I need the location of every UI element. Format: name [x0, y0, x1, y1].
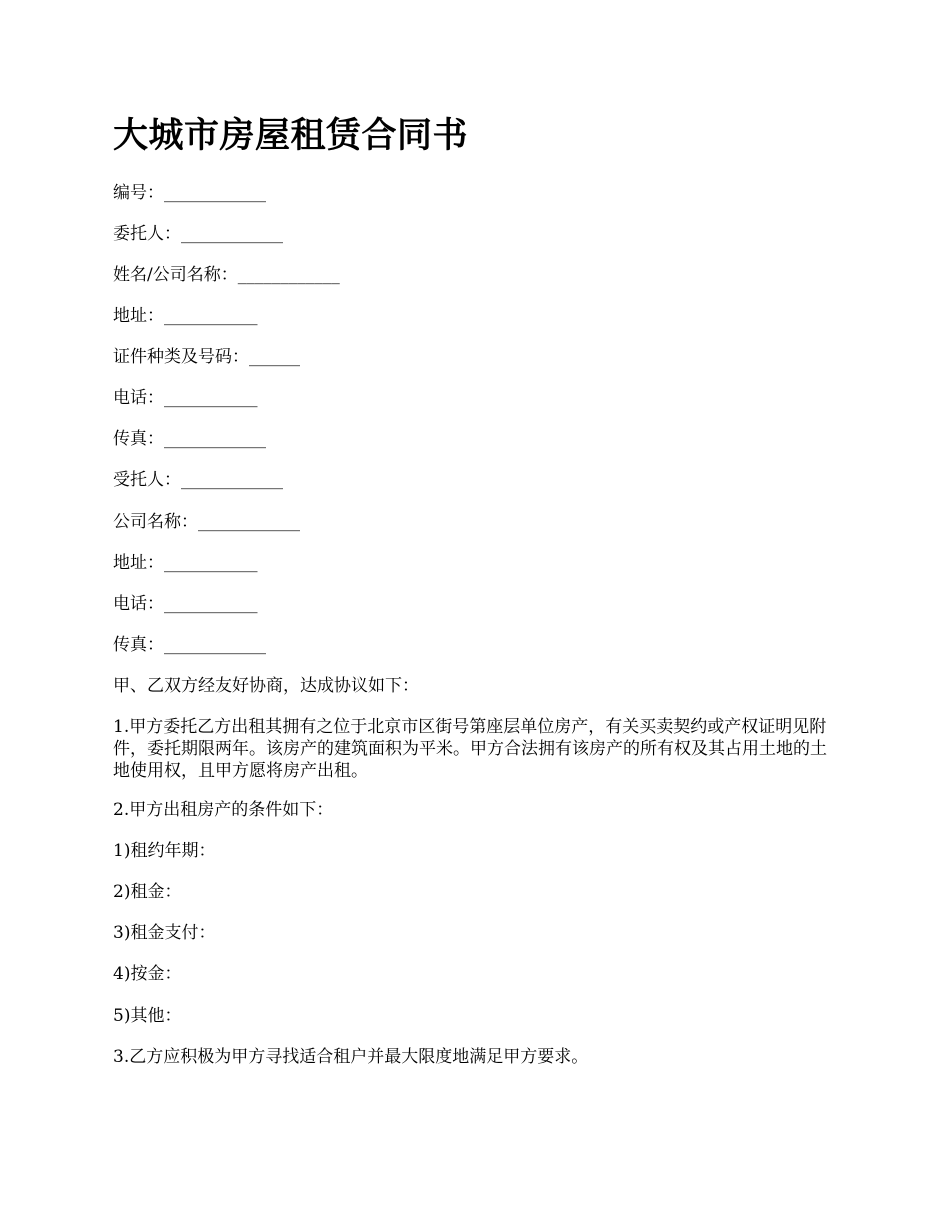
agreement-intro: 甲、乙双方经友好协商，达成协议如下： — [113, 676, 419, 696]
field-agent-address: 地址：___________ — [113, 553, 258, 573]
field-agent-company: 公司名称：____________ — [113, 512, 300, 532]
clause-3: 3.乙方应积极为甲方寻找适合租户并最大限度地满足甲方要求。 — [113, 1047, 589, 1067]
clause-2: 2.甲方出租房产的条件如下： — [113, 800, 334, 820]
field-principal-name: 姓名/公司名称：____________ — [113, 265, 340, 285]
field-id-type-number: 证件种类及号码：______ — [113, 347, 300, 367]
field-agent-fax: 传真：____________ — [113, 635, 266, 655]
clause-2-item-1: 1)租约年期： — [113, 841, 216, 861]
field-principal: 委托人：____________ — [113, 224, 283, 244]
field-principal-phone: 电话：___________ — [113, 388, 258, 408]
field-principal-address: 地址：___________ — [113, 306, 258, 326]
document-title: 大城市房屋租赁合同书 — [113, 115, 469, 156]
field-agent: 受托人：____________ — [113, 470, 283, 490]
clause-2-item-5: 5)其他： — [113, 1006, 182, 1026]
clause-1: 1.甲方委托乙方出租其拥有之位于北京市区街号第座层单位房产，有关买卖契约或产权证明见附件，委托期限两年。该房产的建筑面积为平米。甲方合法拥有该房产的所有权及其占用土地的土地使用权，且甲方愿将房产出租。 — [113, 717, 827, 781]
field-contract-number: 编号：____________ — [113, 183, 266, 203]
clause-2-item-2: 2)租金： — [113, 882, 182, 902]
field-principal-fax: 传真：____________ — [113, 429, 266, 449]
clause-2-item-3: 3)租金支付： — [113, 923, 216, 943]
clause-2-item-4: 4)按金： — [113, 964, 182, 984]
field-agent-phone: 电话：___________ — [113, 594, 258, 614]
